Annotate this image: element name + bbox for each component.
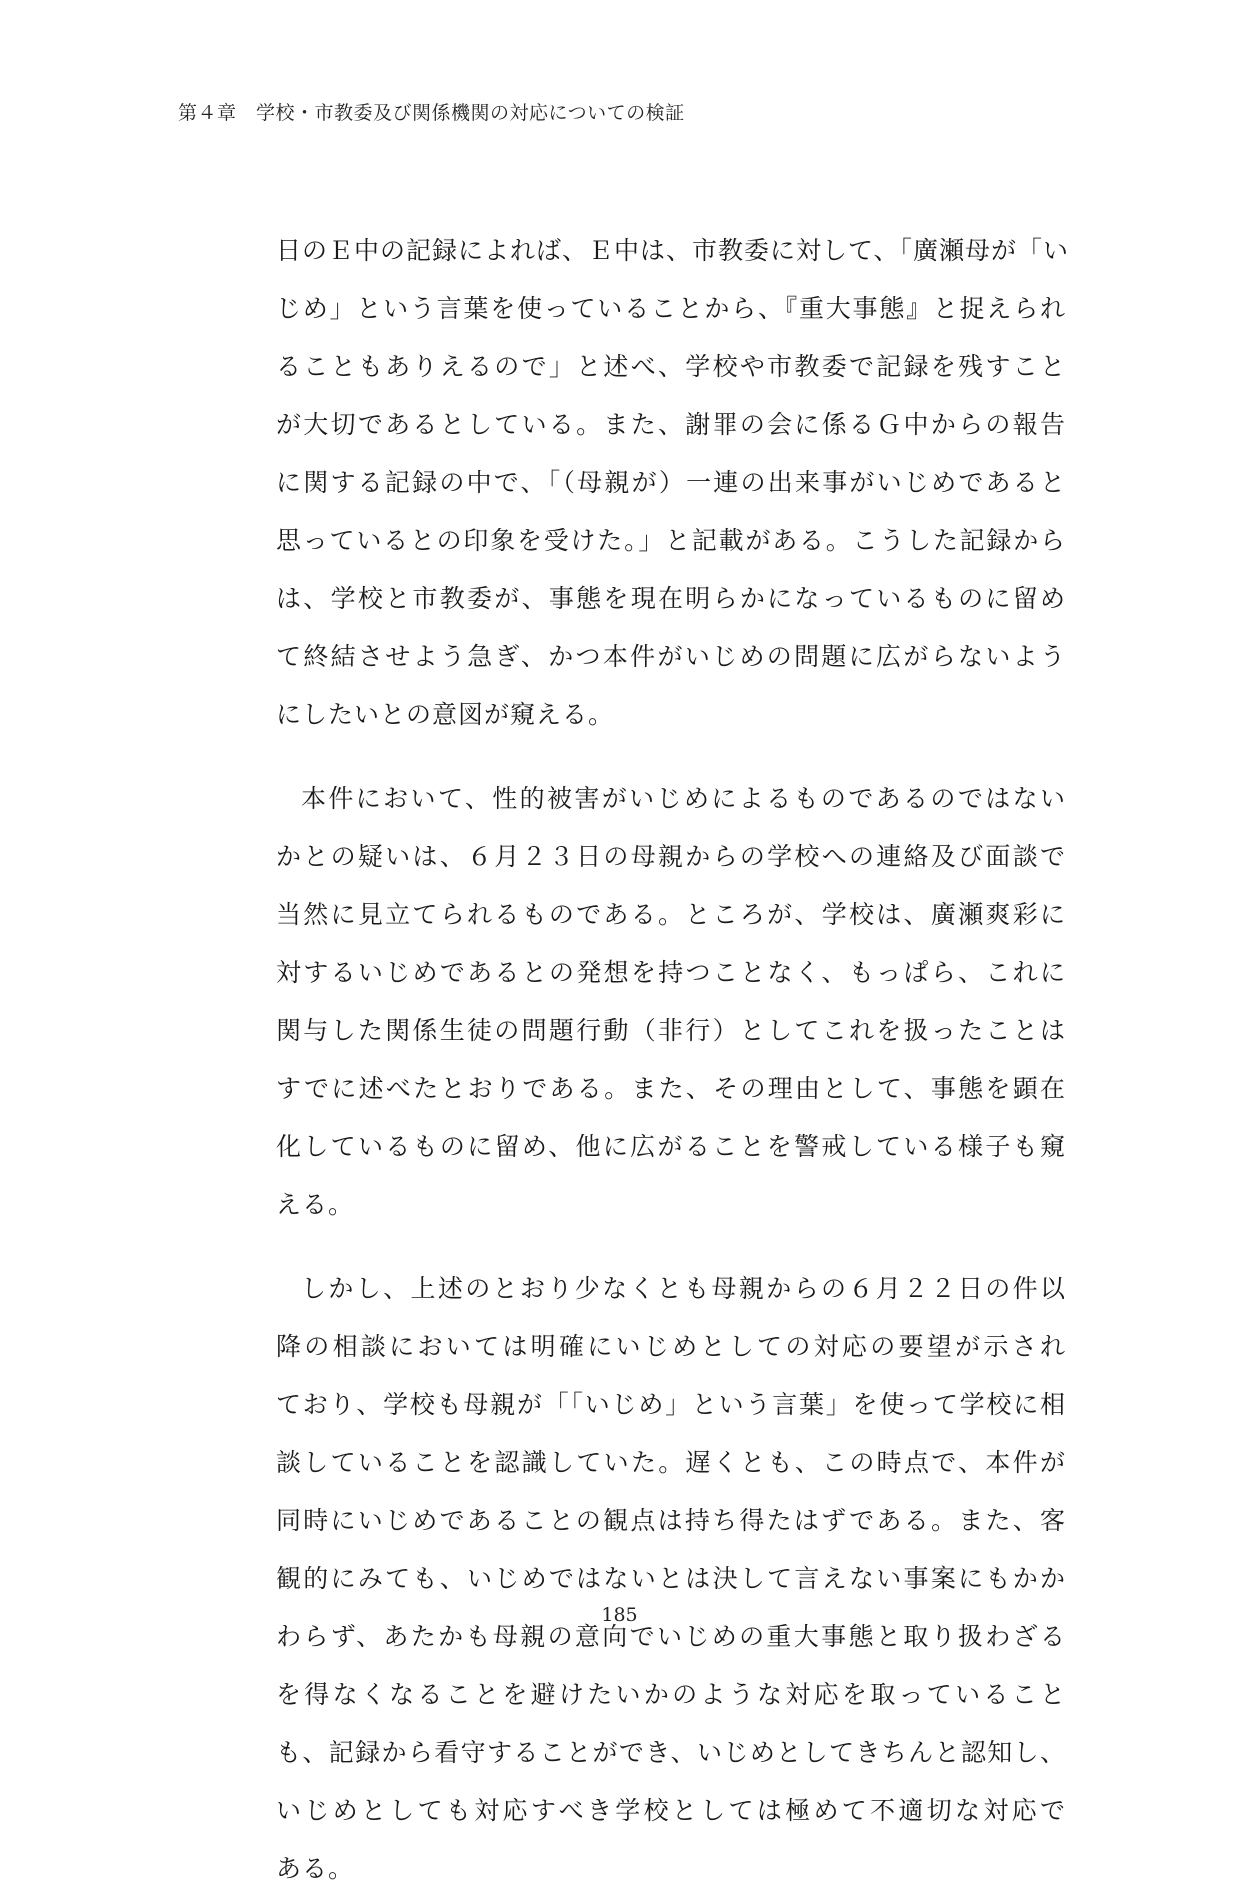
text-line: ある。 [276, 1854, 355, 1883]
text-line: 思っているとの印象を受けた。」と記載がある。こうした記録から [276, 526, 1066, 555]
text-line: 談していることを認識していた。遅くとも、この時点で、本件が [276, 1448, 1066, 1477]
text-line: を得なくなることを避けたいかのような対応を取っていること [276, 1680, 1066, 1709]
text-line: わらず、あたかも母親の意向でいじめの重大事態と取り扱わざる [276, 1622, 1066, 1651]
text-line: 本件において、性的被害がいじめによるものであるのではない [301, 784, 1066, 813]
text-line: 同時にいじめであることの観点は持ち得たはずである。また、客 [276, 1506, 1066, 1535]
text-line: が大切であるとしている。また、謝罪の会に係るＧ中からの報告 [276, 410, 1066, 439]
text-line: 降の相談においては明確にいじめとしての対応の要望が示され [276, 1332, 1066, 1361]
paragraph [276, 1260, 1066, 1898]
text-line: 関与した関係生徒の問題行動（非行）としてこれを扱ったことは [276, 1016, 1066, 1045]
paragraph-gap [276, 1234, 1066, 1260]
text-line: いじめとしても対応すべき学校としては極めて不適切な対応で [276, 1796, 1066, 1825]
text-line: 対するいじめであるとの発想を持つことなく、もっぱら、これに [276, 958, 1066, 987]
text-line: すでに述べたとおりである。また、その理由として、事態を顕在 [276, 1074, 1066, 1103]
text-line: にしたいとの意図が窺える。 [276, 700, 615, 729]
text-line: かとの疑いは、６月２３日の母親からの学校への連絡及び面談で [276, 842, 1066, 871]
paragraph [276, 222, 1070, 744]
text-line: 観的にみても、いじめではないとは決して言えない事案にもかか [276, 1564, 1066, 1593]
text-line: に関する記録の中で、「（母親が）一連の出来事がいじめであると [276, 468, 1066, 497]
text-line: 日のＥ中の記録によれば、Ｅ中は、市教委に対して、「廣瀬母が「い [276, 236, 1070, 265]
text-line: も、記録から看守することができ、いじめとしてきちんと認知し、 [276, 1738, 1066, 1767]
body-text [276, 222, 1070, 1898]
text-line: える。 [276, 1190, 355, 1219]
text-line: ることもありえるので」と述べ、学校や市教委で記録を残すこと [276, 352, 1066, 381]
text-line: じめ」という言葉を使っていることから、『重大事態』と捉えられ [276, 294, 1066, 323]
text-line: は、学校と市教委が、事態を現在明らかになっているものに留め [276, 584, 1066, 613]
chapter-header: 第４章 学校・市教委及び関係機関の対応についての検証 [178, 102, 685, 124]
paragraph-gap [276, 744, 1066, 770]
text-line: 化しているものに留め、他に広がることを警戒している様子も窺 [276, 1132, 1066, 1161]
text-line: て終結させよう急ぎ、かつ本件がいじめの問題に広がらないよう [276, 642, 1066, 671]
text-line: しかし、上述のとおり少なくとも母親からの６月２２日の件以 [301, 1274, 1066, 1303]
text-line: 当然に見立てられるものである。ところが、学校は、廣瀬爽彩に [276, 900, 1066, 929]
text-line: ており、学校も母親が「「いじめ」という言葉」を使って学校に相 [276, 1390, 1066, 1419]
paragraph [276, 770, 1066, 1234]
page-number: 185 [601, 1604, 638, 1626]
